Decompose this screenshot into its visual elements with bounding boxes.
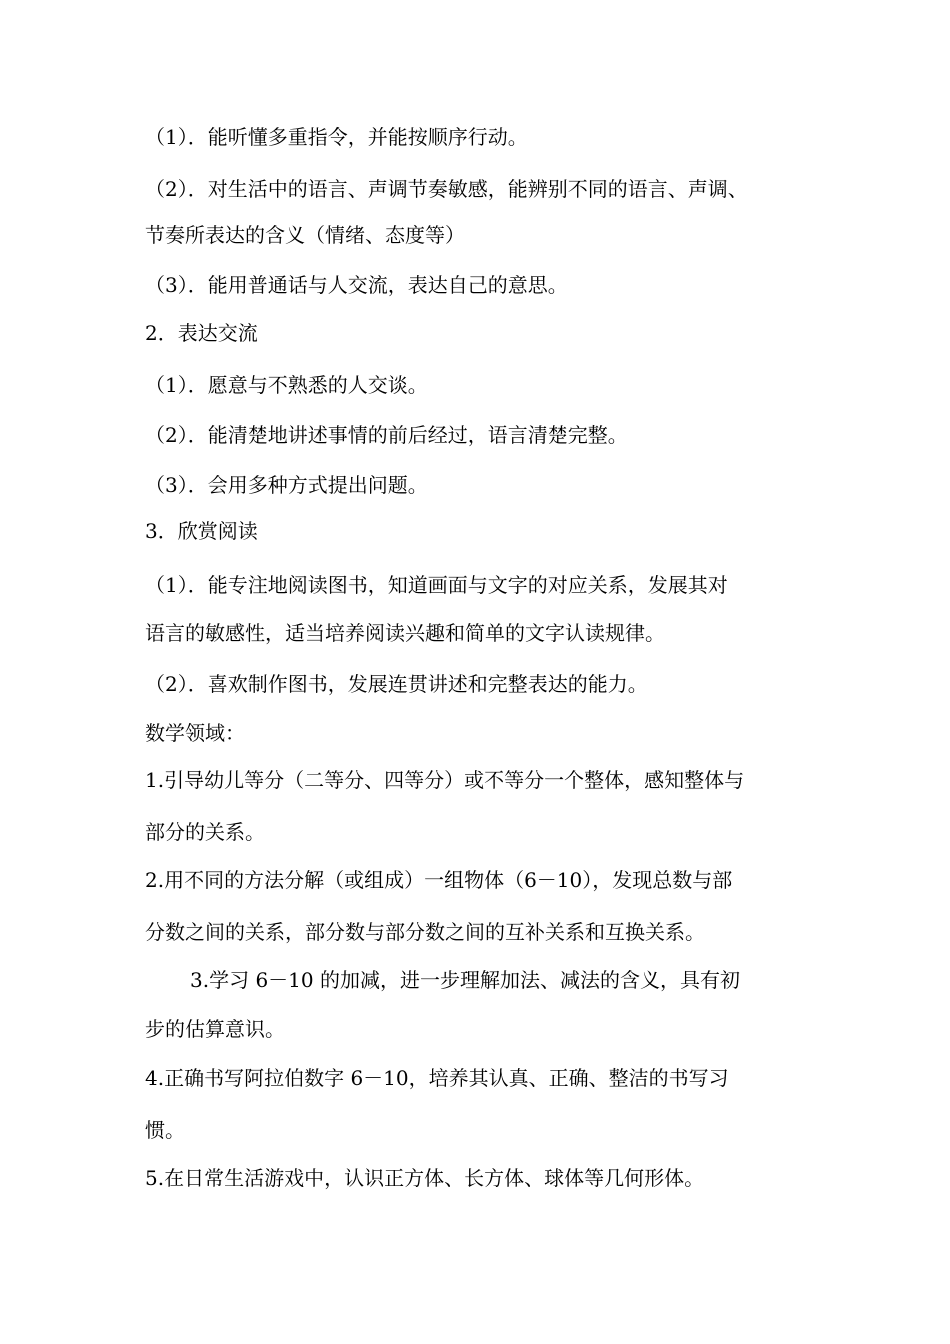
text-line: 惯。 [145, 1118, 185, 1142]
text-line: 节奏所表达的含义（情绪、态度等） [145, 223, 465, 247]
text-line: （3）．能用普通话与人交流，表达自己的意思。 [145, 273, 568, 297]
text-line: （1）．能专注地阅读图书，知道画面与文字的对应关系，发展其对 [145, 573, 728, 597]
text-line: （3）．会用多种方式提出问题。 [145, 473, 428, 497]
text-line: 5.在日常生活游戏中，认识正方体、长方体、球体等几何形体。 [145, 1166, 705, 1190]
section-heading: 2．表达交流 [145, 321, 258, 345]
text-line: 3.学习 6－10 的加减，进一步理解加法、减法的含义，具有初 [190, 968, 740, 992]
section-heading: 3．欣赏阅读 [145, 519, 258, 543]
text-line: （2）．对生活中的语言、声调节奏敏感，能辨别不同的语言、声调、 [145, 177, 748, 201]
text-line: 部分的关系。 [145, 820, 265, 844]
text-line: 2.用不同的方法分解（或组成）一组物体（6－10），发现总数与部 [145, 868, 733, 892]
text-line: 4.正确书写阿拉伯数字 6－10，培养其认真、正确、整洁的书写习 [145, 1066, 729, 1090]
text-line: 语言的敏感性，适当培养阅读兴趣和简单的文字认读规律。 [145, 621, 665, 645]
text-line: （1）．能听懂多重指令，并能按顺序行动。 [145, 125, 528, 149]
text-line: 步的估算意识。 [145, 1017, 285, 1041]
section-heading: 数学领域： [145, 721, 245, 745]
text-line: 分数之间的关系，部分数与部分数之间的互补关系和互换关系。 [145, 920, 705, 944]
text-line: （2）．喜欢制作图书，发展连贯讲述和完整表达的能力。 [145, 672, 648, 696]
text-line: （2）．能清楚地讲述事情的前后经过，语言清楚完整。 [145, 423, 628, 447]
text-line: （1）．愿意与不熟悉的人交谈。 [145, 373, 428, 397]
text-line: 1.引导幼儿等分（二等分、四等分）或不等分一个整体，感知整体与 [145, 768, 745, 792]
